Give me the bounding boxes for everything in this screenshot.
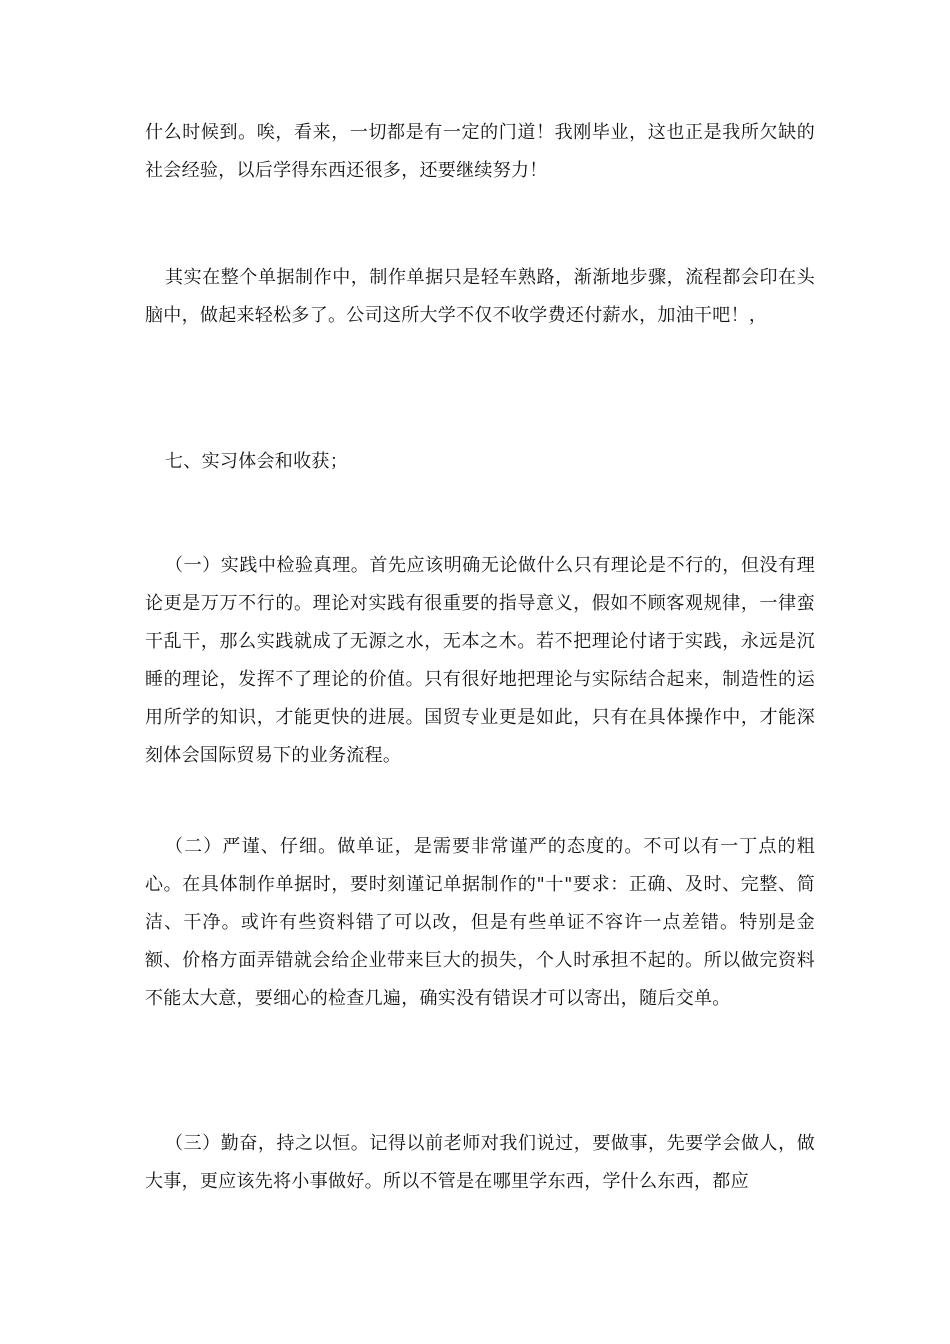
paragraph-point-two: （二）严谨、仔细。做单证，是需要非常谨严的态度的。不可以有一丁点的粗心。在具体制作单据时，要时刻谨记单据制作的"十"要求：正确、及时、完整、简洁、干净。或许有些资料错了可以改，但是有些单证不容许一点差错。特别是金额、价格方面弄错就会给企业带来巨大的损失，个人时承担不起的。所以做完资料不能太大意，要细心的检查几遍，确实没有错误才可以寄出，随后交单。 [145,836,815,1009]
paragraph-continued: 什么时候到。唉，看来，一切都是有一定的门道！我刚毕业，这也正是我所欠缺的社会经验，以后学得东西还很多，还要继续努力！ [145,122,815,181]
paragraph-point-one: （一）实践中检验真理。首先应该明确无论做什么只有理论是不行的，但没有理论更是万万不行的。理论对实践有很重要的指导意义，假如不顾客观规律，一律蛮干乱干，那么实践就成了无源之水，无本之木。若不把理论付诸于实践，永远是沉睡的理论，发挥不了理论的价值。只有很好地把理论与实际结合起来，制造性的运用所学的知识，才能更快的进展。国贸专业更是如此，只有在具体操作中，才能深刻体会国际贸易下的业务流程。 [145,555,815,766]
paragraph-point-three: （三）勤奋，持之以恒。记得以前老师对我们说过，要做事，先要学会做人，做大事，更应该先将小事做好。所以不管是在哪里学东西，学什么东西，都应 [145,1133,815,1192]
paragraph-workflow: 其实在整个单据制作中，制作单据只是轻车熟路，渐渐地步骤，流程都会印在头脑中，做起来轻松多了。公司这所大学不仅不收学费还付薪水，加油干吧！， [145,267,815,326]
section-heading: 七、实习体会和收获； [165,451,348,472]
